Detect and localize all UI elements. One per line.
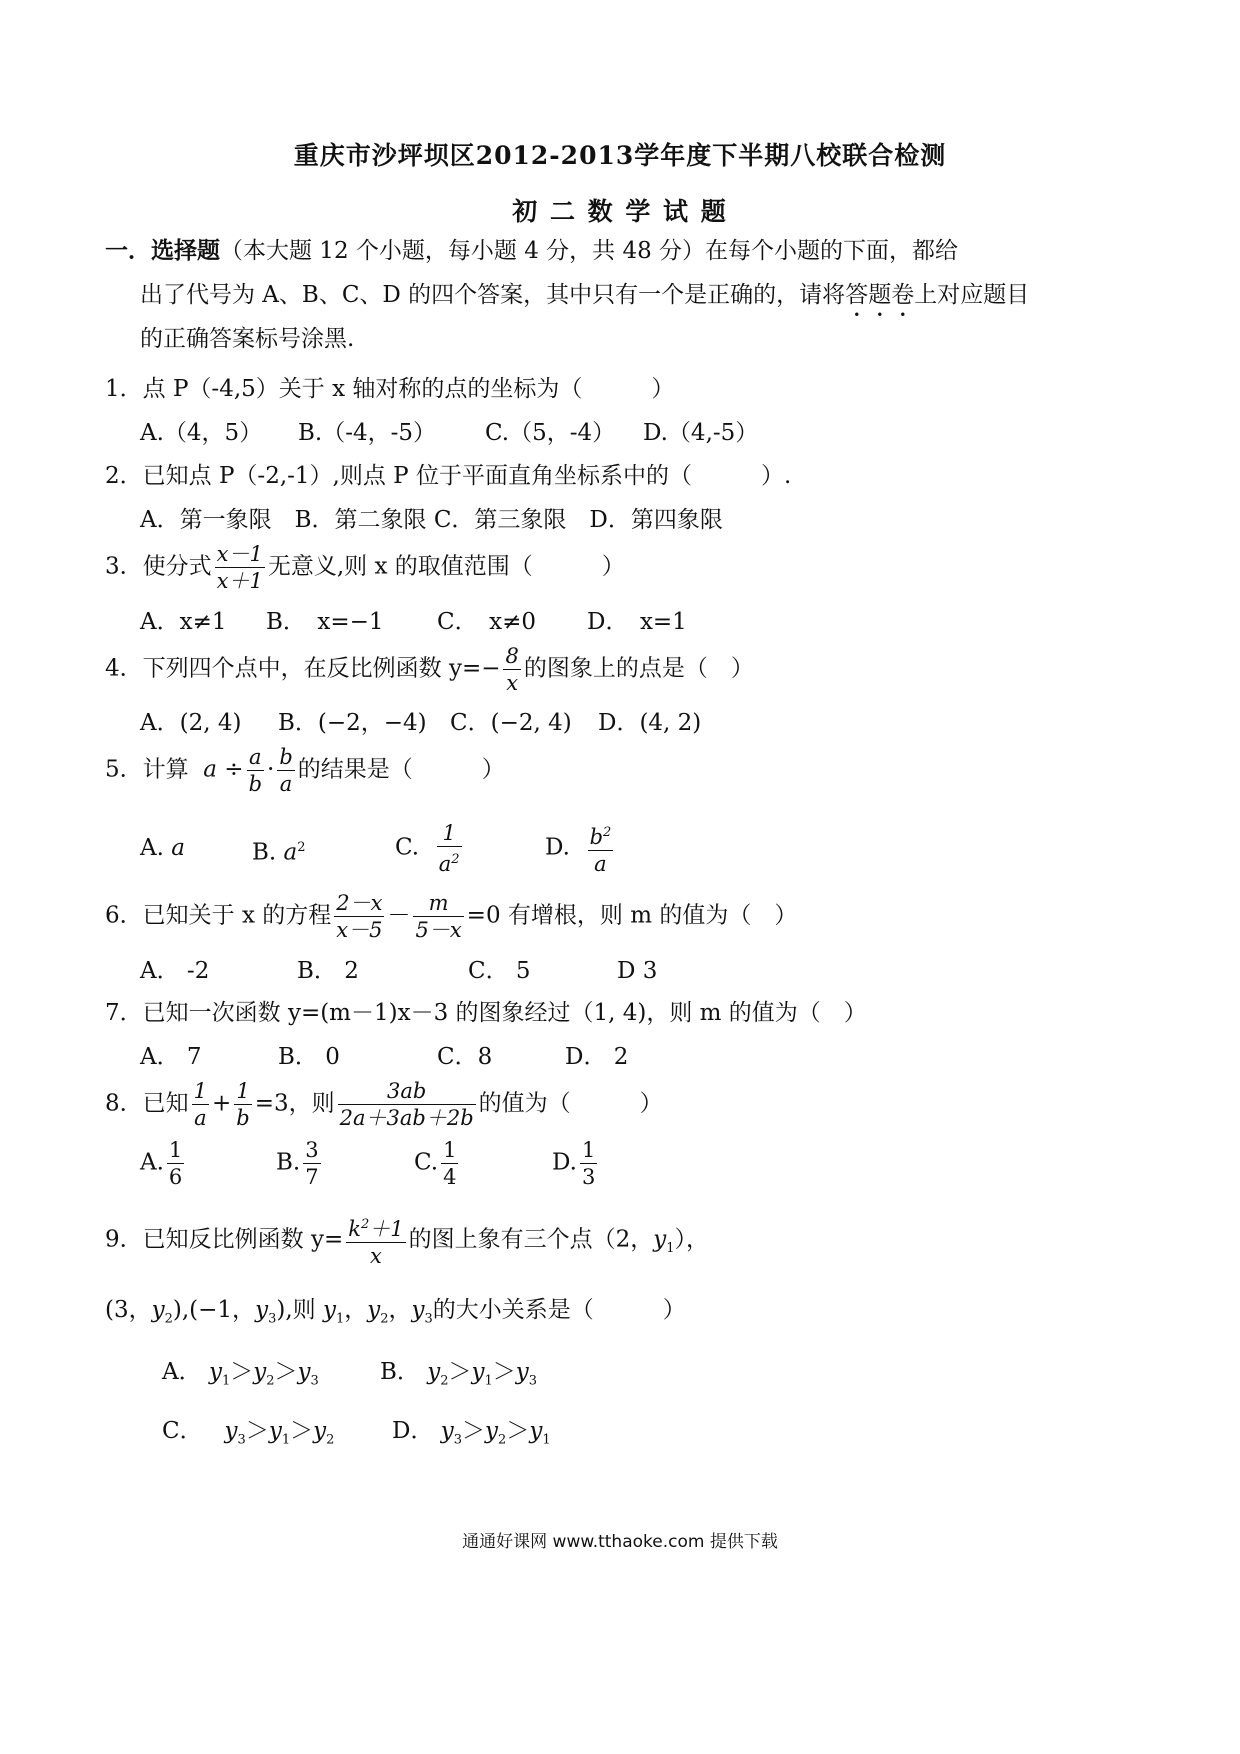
question-5-option-b: B. $a^2$: [252, 839, 306, 866]
question-4-stem: 4．下列四个点中，在反比例函数 y=− $\frac{8}{x}$ 的图象上的点是（ ）: [105, 644, 754, 695]
question-8-option-d: D. $\frac{1}{3}$: [552, 1138, 596, 1189]
question-4-option-c: C．(−2, 4): [450, 710, 572, 736]
section-intro-line-1: 一．选择题（本大题 12 个小题，每小题 4 分，共 48 分）在每个小题的下面，都给: [105, 237, 959, 264]
fraction: $\frac{a}{b}$: [248, 745, 263, 796]
fraction: $\frac{m}{5-x}$: [415, 891, 462, 942]
question-5-option-a: A. a: [140, 835, 185, 861]
fraction: $\frac{3}{7}$: [305, 1138, 319, 1189]
question-1-option-d: D.（4,-5）: [643, 420, 759, 446]
fraction: $\frac{3ab}{2a+3ab+2b}$: [339, 1079, 474, 1130]
question-9-stem: 9．已知反比例函数 y= $\frac{k^2+1}{x}$ 的图上象有三个点（2，$y_1$），: [105, 1212, 709, 1269]
fraction: $\frac{2-x}{x-5}$: [336, 891, 383, 942]
question-4-option-d: D．(4, 2): [598, 710, 702, 736]
question-7-option-c: C．8: [437, 1044, 493, 1070]
question-8-option-b: B. $\frac{3}{7}$: [276, 1138, 319, 1189]
question-6-option-d: D 3: [617, 958, 658, 984]
emphasis-text: 答题卷: [845, 282, 915, 308]
question-7-option-d: D． 2: [565, 1044, 629, 1070]
page-subtitle: 初 二 数 学 试 题: [512, 197, 728, 226]
question-1-option-a: A.（4，5）: [140, 420, 263, 446]
question-3-option-b: B． x=−1: [266, 609, 384, 635]
question-9-option-b: B． $y_2>y_1>y_3$: [380, 1359, 538, 1389]
section-intro-line-3: 的正确答案标号涂黑.: [140, 326, 355, 352]
section-label: 一．选择题: [105, 237, 220, 264]
question-1-option-b: B.（-4，-5）: [298, 420, 437, 446]
question-8-option-a: A. $\frac{1}{6}$: [140, 1138, 183, 1189]
section-intro-line-2: 出了代号为 A、B、C、D 的四个答案，其中只有一个是正确的，请将答题卷上对应题目: [140, 282, 1030, 308]
question-8-option-c: C. $\frac{1}{4}$: [414, 1138, 457, 1189]
question-6-stem: 6．已知关于 x 的方程 $\frac{2-x}{x-5}$ － $\frac{m}{5-x}$ =0 有增根，则 m 的值为（ ）: [105, 891, 798, 942]
question-6-option-a: A． -2: [140, 958, 210, 984]
fraction: $\frac{1}{a}$: [193, 1079, 208, 1130]
question-4-option-a: A．(2, 4): [140, 710, 242, 736]
fraction: $\frac{x-1}{x+1}$: [216, 542, 263, 593]
question-3-option-d: D． x=1: [587, 609, 687, 635]
fraction: $\frac{1}{b}$: [236, 1079, 250, 1130]
fraction: $\frac{1}{3}$: [581, 1138, 596, 1189]
question-3-stem: 3．使分式 $\frac{x-1}{x+1}$ 无意义,则 x 的取值范围（ ）: [105, 542, 625, 593]
question-2-options: A．第一象限 B．第二象限 C．第三象限 D．第四象限: [140, 507, 723, 533]
fraction: $\frac{b^2}{a}$: [588, 820, 614, 877]
page-title: 重庆市沙坪坝区2012-2013学年度下半期八校联合检测: [293, 141, 947, 170]
question-7-option-a: A． 7: [140, 1044, 202, 1070]
fraction: $\frac{k^2+1}{x}$: [346, 1212, 405, 1269]
question-9-option-d: D． $y_3>y_2>y_1$: [392, 1418, 551, 1448]
question-5-option-c: C. $\frac{1}{a^2}$: [395, 821, 460, 876]
fraction: $\frac{b}{a}$: [279, 745, 293, 796]
fraction: $\frac{1}{6}$: [168, 1138, 183, 1189]
question-3-option-a: A．x≠1: [140, 609, 227, 635]
question-7-stem: 7．已知一次函数 y=(m－1)x－3 的图象经过（1, 4)，则 m 的值为（ ）: [105, 1000, 867, 1026]
question-5-option-d: D. $\frac{b^2}{a}$: [545, 820, 616, 877]
question-9-option-a: A． $y_1>y_2>y_3$: [162, 1359, 319, 1389]
question-9-option-c: C． $y_3>y_1>y_2$: [162, 1418, 335, 1448]
question-7-option-b: B． 0: [278, 1044, 340, 1070]
question-6-option-b: B． 2: [297, 958, 359, 984]
question-3-option-c: C． x≠0: [437, 609, 536, 635]
question-1-stem: 1．点 P（-4,5）关于 x 轴对称的点的坐标为（ ）: [105, 376, 675, 402]
question-2-stem: 2．已知点 P（-2,-1）,则点 P 位于平面直角坐标系中的（ ）.: [105, 463, 792, 489]
question-1-option-c: C.（5，-4）: [485, 420, 616, 446]
question-9-stem-line-2: (3，$y_2),(-1$，$y_3$),则 $y_1$，$y_2$，$y_3$的大小关系是（ ）: [105, 1297, 686, 1327]
fraction: $\frac{1}{4}$: [443, 1138, 457, 1189]
fraction: $\frac{8}{x}$: [505, 644, 519, 695]
question-5-stem: 5．计算 a ÷ $\frac{a}{b}$ · $\frac{b}{a}$ 的结果是（ ）: [105, 745, 505, 796]
question-4-option-b: B．(−2，−4): [278, 710, 427, 736]
question-6-option-c: C． 5: [468, 958, 531, 984]
page-footer: 通通好课网 www.tthaoke.com 提供下载: [462, 1532, 778, 1552]
fraction: $\frac{1}{a^2}$: [438, 821, 460, 876]
question-8-stem: 8．已知 $\frac{1}{a}$ + $\frac{1}{b}$ =3，则 $\frac{3ab}{2a+3ab+2b}$ 的值为（ ）: [105, 1079, 663, 1130]
